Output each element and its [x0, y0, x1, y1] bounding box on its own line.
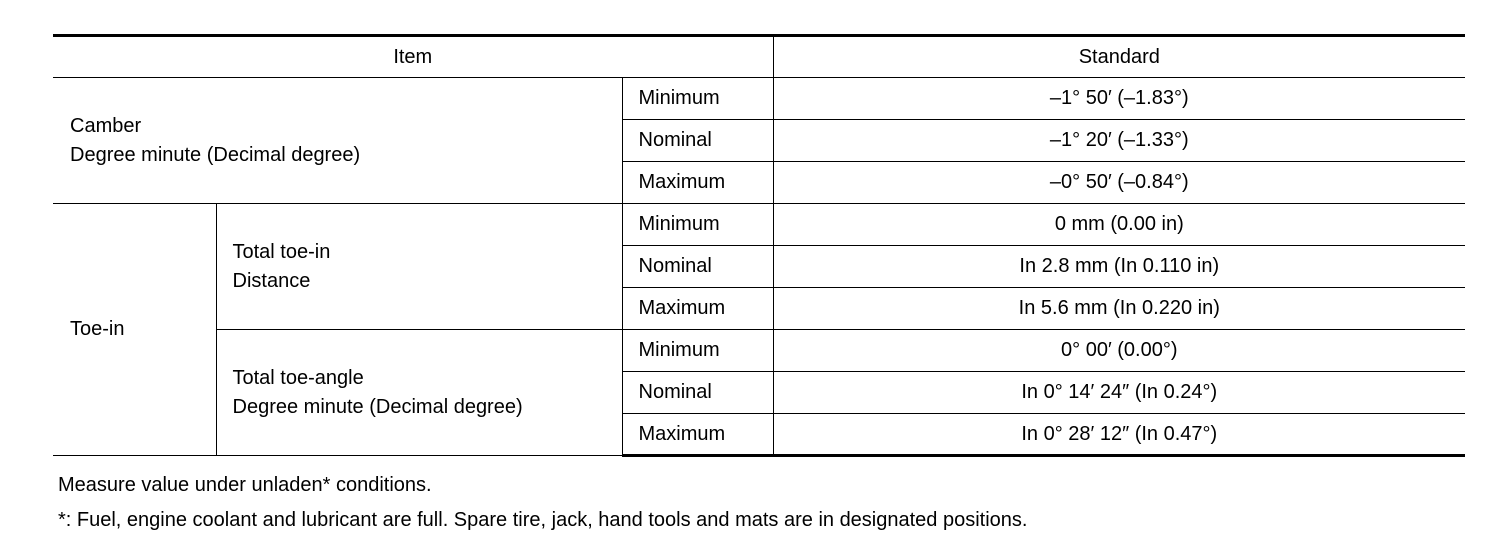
camber-row-minimum: [53, 78, 1465, 120]
standard-value: In 5.6 mm (In 0.220 in): [773, 288, 1465, 330]
standard-value: 0° 00′ (0.00°): [773, 330, 1465, 372]
level-cell: Minimum: [622, 78, 773, 120]
level-cell: Nominal: [622, 372, 773, 414]
level-cell: Minimum: [622, 330, 773, 372]
unladen-definition-note: *: Fuel, engine coolant and lubricant are full. Spare tire, jack, hand tools and mats are in designated positions.: [58, 509, 1028, 531]
standard-value: 0 mm (0.00 in): [773, 204, 1465, 246]
header-row: [53, 36, 1465, 78]
camber-label-line1: Camber: [70, 114, 142, 137]
unladen-note: Measure value under unladen* conditions.: [58, 474, 432, 496]
level-cell: Nominal: [622, 120, 773, 162]
toe-angle-label: [216, 330, 622, 456]
level-cell: Maximum: [622, 162, 773, 204]
toe-angle-label-line2: Degree minute (Decimal degree): [232, 395, 523, 418]
level-cell: Maximum: [622, 288, 773, 330]
standard-value: –0° 50′ (–0.84°): [773, 162, 1465, 204]
camber-label: [53, 78, 622, 204]
level-cell: Minimum: [622, 204, 773, 246]
standard-value: In 0° 14′ 24″ (In 0.24°): [773, 372, 1465, 414]
item-header: Item: [53, 36, 773, 78]
standard-value: In 0° 28′ 12″ (In 0.47°): [773, 414, 1465, 456]
standard-value: –1° 20′ (–1.33°): [773, 120, 1465, 162]
toe-angle-row-minimum: [53, 330, 1465, 372]
level-cell: Maximum: [622, 414, 773, 456]
alignment-spec-table: [53, 34, 1465, 457]
toe-in-label: Toe-in: [53, 204, 216, 456]
standard-value: In 2.8 mm (In 0.110 in): [773, 246, 1465, 288]
level-cell: Nominal: [622, 246, 773, 288]
toe-distance-label-line2: Distance: [232, 269, 311, 292]
standard-value: –1° 50′ (–1.83°): [773, 78, 1465, 120]
toe-angle-label-line1: Total toe-angle: [232, 366, 364, 389]
standard-header: Standard: [773, 36, 1465, 78]
toe-distance-label-line1: Total toe-in: [232, 240, 331, 263]
camber-label-line2: Degree minute (Decimal degree): [70, 143, 361, 166]
toe-distance-label: [216, 204, 622, 330]
toe-distance-row-minimum: [53, 204, 1465, 246]
